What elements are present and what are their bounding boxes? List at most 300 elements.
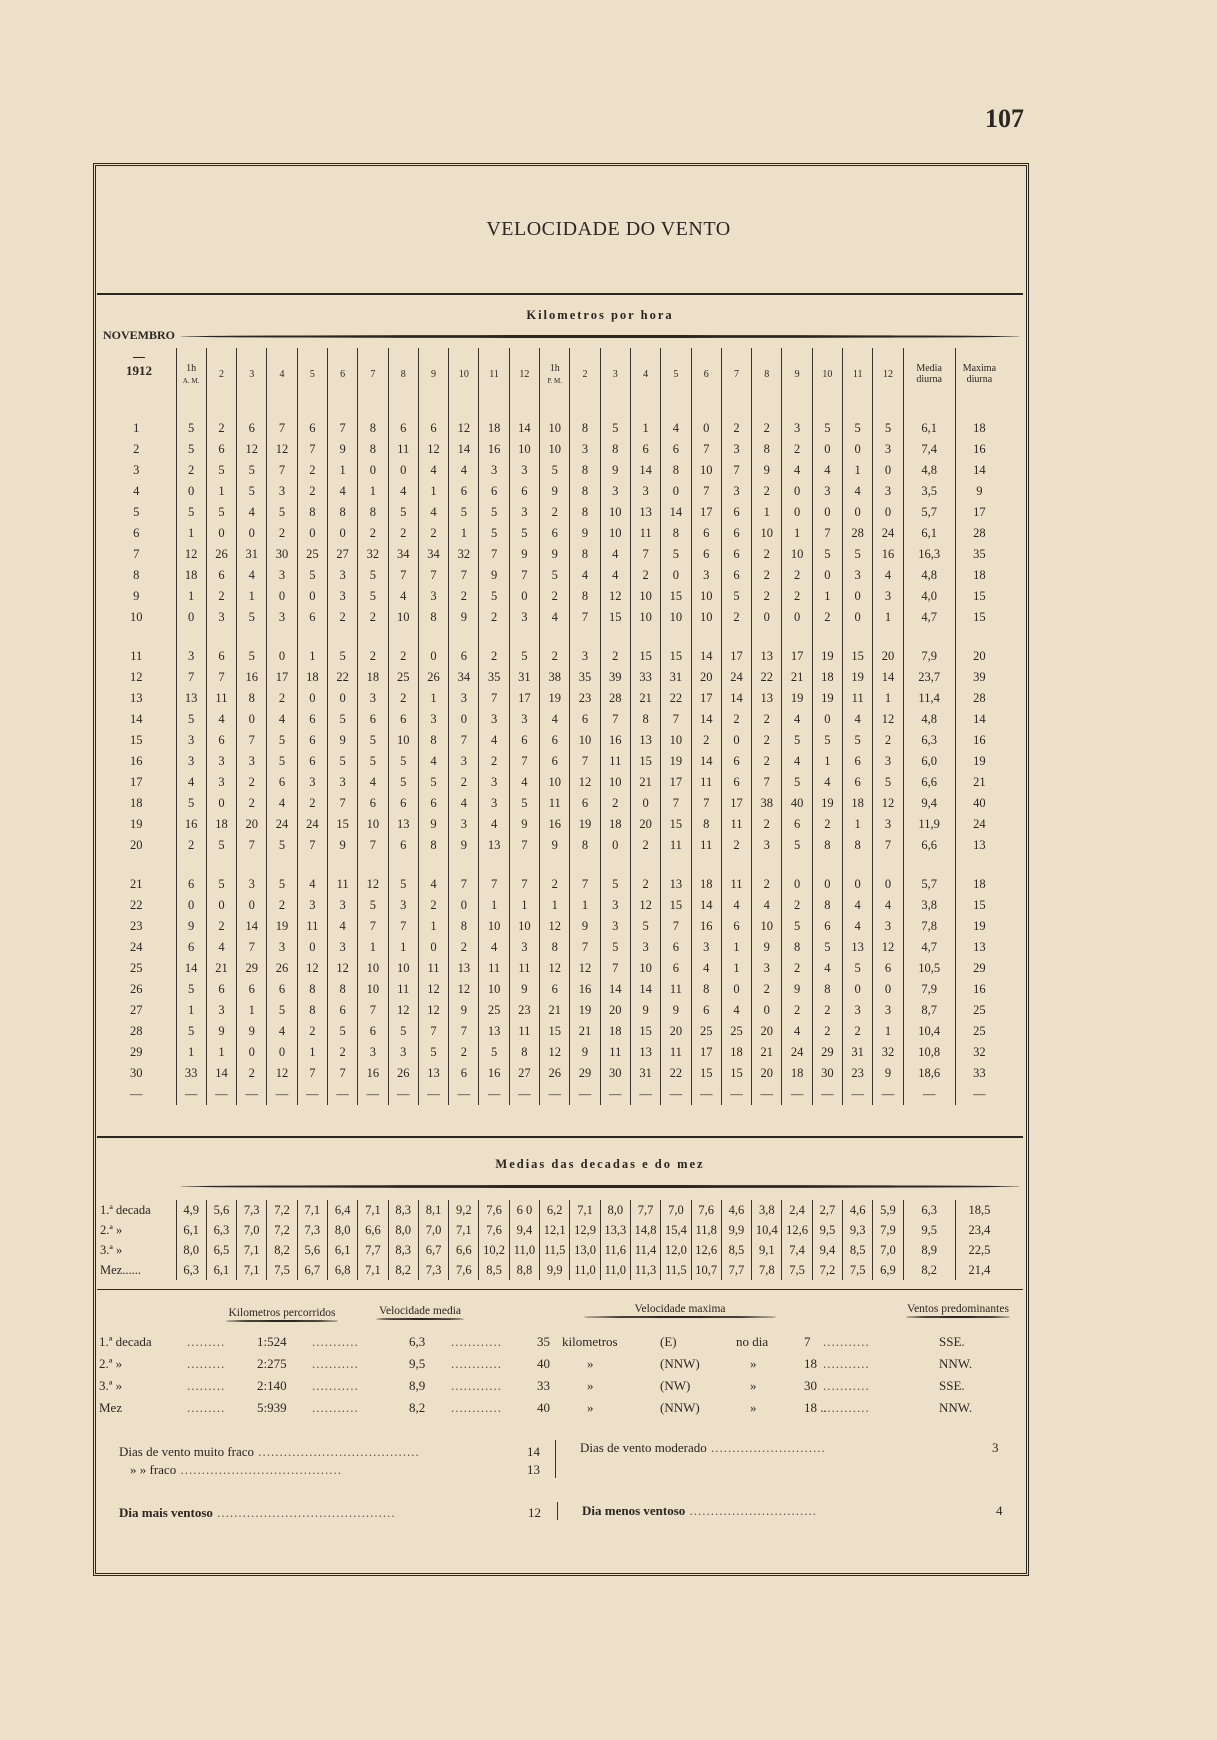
hour-value: 14 — [509, 418, 539, 439]
hour-value: 0 — [237, 523, 267, 544]
hour-value: 9 — [570, 1042, 600, 1063]
means-value: 11,4 — [630, 1240, 660, 1260]
hour-label: 9 — [794, 368, 800, 380]
summary-vel: 8,9 — [409, 1378, 426, 1393]
hour-value: 5 — [176, 1021, 206, 1042]
hour-value: 5 — [267, 1000, 297, 1021]
hour-value: 5 — [237, 646, 267, 667]
hour-value: 19 — [540, 688, 570, 709]
hour-value: 6 — [509, 730, 539, 751]
hour-value: 10 — [691, 460, 721, 481]
daily-mean: 11,4 — [903, 688, 955, 709]
means-value: 9,4 — [812, 1240, 842, 1260]
summary-dir: (NNW) — [660, 1400, 700, 1415]
hour-value: 12 — [418, 1000, 448, 1021]
hour-value: 6 — [812, 916, 842, 937]
table-row — [97, 646, 1003, 667]
hour-value: 5 — [297, 565, 327, 586]
day-number: 8 — [133, 568, 140, 582]
hour-value: 4 — [782, 751, 812, 772]
hour-value: 7 — [509, 835, 539, 856]
hour-value: 10 — [661, 730, 691, 751]
hour-value: 0 — [449, 895, 479, 916]
daily-max: 35 — [955, 544, 1003, 565]
hour-value: 9 — [206, 1021, 236, 1042]
hour-value: 25 — [388, 667, 418, 688]
hour-value: 7 — [570, 607, 600, 628]
hour-value: 14 — [237, 916, 267, 937]
hour-value: 5 — [267, 874, 297, 895]
hour-value: 3 — [509, 709, 539, 730]
hour-value: 30 — [600, 1063, 630, 1084]
hour-value: 5 — [327, 709, 357, 730]
summary-nodia: » — [750, 1356, 757, 1371]
summary-label: 1.ª decada — [99, 1334, 152, 1349]
dash: — — [782, 1084, 812, 1105]
day-number: 20 — [130, 838, 143, 852]
hour-value: 12 — [540, 958, 570, 979]
hour-value: 7 — [297, 439, 327, 460]
hour-value: 7 — [691, 481, 721, 502]
summary-max: 35 — [537, 1334, 550, 1349]
hour-value: 39 — [600, 667, 630, 688]
hour-value: 1 — [418, 916, 448, 937]
footer-menos-ventoso: Dia menos ventoso .............................. — [582, 1503, 818, 1518]
hour-value: 10 — [388, 730, 418, 751]
hour-value: 18 — [782, 1063, 812, 1084]
leader-dots: ............ — [451, 1356, 502, 1371]
hour-value: 1 — [843, 814, 873, 835]
hour-value: 7 — [600, 958, 630, 979]
hour-value: 6 — [540, 979, 570, 1000]
hour-value: 7 — [721, 460, 751, 481]
hour-value: 6 — [661, 958, 691, 979]
hour-value: 3 — [691, 565, 721, 586]
hour-value: 4 — [540, 709, 570, 730]
hour-value: 4 — [449, 460, 479, 481]
hour-value: 11 — [600, 1042, 630, 1063]
means-value: 8,8 — [509, 1260, 539, 1280]
summary-vel: 8,2 — [409, 1400, 426, 1415]
summary-row — [99, 1356, 1019, 1376]
hour-value: 19 — [267, 916, 297, 937]
hour-value: 2 — [388, 523, 418, 544]
hour-value: 12 — [630, 895, 660, 916]
dash: — — [267, 1084, 297, 1105]
day-number: 25 — [130, 961, 143, 975]
hour-value: 5 — [206, 502, 236, 523]
hour-value: 18 — [297, 667, 327, 688]
hour-value: 9 — [237, 1021, 267, 1042]
hour-value: 15 — [630, 751, 660, 772]
hour-value: 2 — [721, 835, 751, 856]
hour-value: 21 — [752, 1042, 782, 1063]
summary-km: 2:140 — [257, 1378, 287, 1393]
hour-value: 9 — [509, 814, 539, 835]
day-number: 9 — [133, 589, 140, 603]
dash: — — [130, 1087, 143, 1101]
hour-value: 3 — [600, 916, 630, 937]
day-number: 6 — [133, 526, 140, 540]
hour-label: 3 — [612, 368, 618, 380]
daily-mean: 10,4 — [903, 1021, 955, 1042]
hour-value: 3 — [873, 586, 903, 607]
hour-value: 16 — [873, 544, 903, 565]
hour-value: 31 — [661, 667, 691, 688]
means-media: 8,9 — [903, 1240, 955, 1260]
day-number: 7 — [133, 547, 140, 561]
means-value: 7,6 — [479, 1220, 509, 1240]
means-value: 7,7 — [721, 1260, 751, 1280]
hour-value: 0 — [297, 523, 327, 544]
hour-header — [600, 348, 630, 400]
hour-value: 10 — [358, 958, 388, 979]
hour-value: 4 — [752, 895, 782, 916]
hour-value: 16 — [358, 1063, 388, 1084]
footer-fraco: » » fraco ...................................... — [130, 1462, 342, 1477]
hour-value: 3 — [509, 460, 539, 481]
hour-value: 9 — [540, 481, 570, 502]
hour-value: 5 — [812, 937, 842, 958]
hour-value: 9 — [752, 460, 782, 481]
hour-value: 14 — [206, 1063, 236, 1084]
hour-value: 2 — [752, 544, 782, 565]
summary-row — [99, 1378, 1019, 1398]
hour-value: 7 — [297, 1063, 327, 1084]
hour-value: 1 — [176, 586, 206, 607]
hour-value: 1 — [721, 958, 751, 979]
hour-value: 2 — [327, 607, 357, 628]
hour-value: 3 — [873, 1000, 903, 1021]
hour-value: 1 — [782, 523, 812, 544]
leader-dots: ........... — [312, 1400, 359, 1415]
summary-head-vel: Velocidade media — [365, 1305, 475, 1317]
hour-value: 13 — [752, 646, 782, 667]
hour-value: 15 — [661, 895, 691, 916]
footer-fraco-value: 13 — [527, 1462, 540, 1477]
daily-max: 28 — [955, 523, 1003, 544]
table-row — [97, 730, 1003, 751]
means-value: 5,9 — [873, 1200, 903, 1220]
hour-value: 12 — [449, 979, 479, 1000]
means-value: 7,4 — [782, 1240, 812, 1260]
hour-value: 19 — [812, 793, 842, 814]
means-value: 6 0 — [509, 1200, 539, 1220]
means-value: 6,4 — [327, 1200, 357, 1220]
leader-dots: ......... — [187, 1356, 226, 1371]
hour-value: 24 — [782, 1042, 812, 1063]
hour-value: 12 — [267, 1063, 297, 1084]
hour-value: 14 — [873, 667, 903, 688]
hour-value: 3 — [782, 418, 812, 439]
hour-value: 30 — [267, 544, 297, 565]
hour-value: 3 — [479, 460, 509, 481]
hour-value: 15 — [843, 646, 873, 667]
means-value: 7,5 — [843, 1260, 873, 1280]
hour-value: 2 — [358, 607, 388, 628]
means-maxima: 22,5 — [955, 1240, 1003, 1260]
hour-header-row — [97, 348, 1003, 400]
hour-value: 11 — [418, 958, 448, 979]
day-number: 3 — [133, 463, 140, 477]
hour-value: 29 — [812, 1042, 842, 1063]
hour-value: 9 — [327, 730, 357, 751]
hour-value: 13 — [388, 814, 418, 835]
leader-dots: ........... — [823, 1356, 870, 1371]
hour-value: 4 — [873, 565, 903, 586]
hour-value: 7 — [327, 793, 357, 814]
hour-value: 1 — [206, 1042, 236, 1063]
summary-nodia: » — [750, 1400, 757, 1415]
hour-value: 2 — [873, 730, 903, 751]
table-row — [97, 895, 1003, 916]
hour-value: 4 — [570, 565, 600, 586]
hour-value: 0 — [630, 793, 660, 814]
hour-value: 19 — [782, 688, 812, 709]
hour-header — [388, 348, 418, 400]
means-value: 8,0 — [388, 1220, 418, 1240]
hour-value: 6 — [449, 646, 479, 667]
day-number: 19 — [130, 817, 143, 831]
hour-value: 13 — [176, 688, 206, 709]
summary-km: 5:939 — [257, 1400, 287, 1415]
hour-value: 5 — [327, 1021, 357, 1042]
hour-value: 6 — [721, 916, 751, 937]
hour-header — [206, 348, 236, 400]
daily-mean: 6,0 — [903, 751, 955, 772]
means-value: 8,2 — [267, 1240, 297, 1260]
hour-value: 9 — [479, 565, 509, 586]
hour-value: 11 — [691, 835, 721, 856]
hour-label: 4 — [643, 368, 649, 380]
hour-label: 10 — [822, 368, 833, 380]
hour-value: 5 — [267, 751, 297, 772]
hour-header — [752, 348, 782, 400]
means-value: 6,7 — [418, 1240, 448, 1260]
hour-value: 2 — [812, 1000, 842, 1021]
dash: — — [903, 1084, 955, 1105]
hour-value: 3 — [327, 586, 357, 607]
hour-label: 5 — [673, 368, 679, 380]
table-row — [97, 481, 1003, 502]
means-value: 7,9 — [873, 1220, 903, 1240]
hour-value: 19 — [661, 751, 691, 772]
day-number: 10 — [130, 610, 143, 624]
means-value: 6,7 — [297, 1260, 327, 1280]
means-label: 1.ª decada — [100, 1202, 151, 1217]
table-row — [97, 814, 1003, 835]
hour-value: 0 — [661, 565, 691, 586]
hour-value: 5 — [388, 772, 418, 793]
hour-label: 5 — [309, 368, 315, 380]
hour-value: 2 — [267, 895, 297, 916]
hour-value: 20 — [873, 646, 903, 667]
hour-value: 4 — [782, 709, 812, 730]
hour-value: 0 — [843, 874, 873, 895]
dash: — — [206, 1084, 236, 1105]
hour-value: 6 — [540, 523, 570, 544]
hour-value: 28 — [843, 523, 873, 544]
hour-value: 10 — [570, 730, 600, 751]
hour-value: 18 — [843, 793, 873, 814]
hour-value: 1 — [297, 646, 327, 667]
hour-value: 18 — [358, 667, 388, 688]
hour-value: 5 — [449, 502, 479, 523]
table-row — [97, 418, 1003, 439]
hour-value: 0 — [752, 1000, 782, 1021]
hour-value: 9 — [570, 523, 600, 544]
hour-value: 6 — [721, 565, 751, 586]
hour-value: 16 — [600, 730, 630, 751]
hour-value: 24 — [267, 814, 297, 835]
hour-value: 12 — [297, 958, 327, 979]
dash: — — [721, 1084, 751, 1105]
means-value: 6,9 — [873, 1260, 903, 1280]
hour-value: 12 — [176, 544, 206, 565]
means-value: 6,1 — [176, 1220, 206, 1240]
hour-value: 3 — [176, 751, 206, 772]
hour-value: 2 — [752, 586, 782, 607]
hour-value: 5 — [388, 1021, 418, 1042]
footer-menos-ventoso-value: 4 — [996, 1503, 1003, 1518]
dash: — — [630, 1084, 660, 1105]
hour-value: 0 — [418, 937, 448, 958]
hour-value: 13 — [843, 937, 873, 958]
hour-value: 6 — [267, 979, 297, 1000]
hour-value: 4 — [418, 460, 448, 481]
hour-value: 2 — [176, 835, 206, 856]
hour-value: 11 — [661, 835, 691, 856]
hour-value: 1 — [873, 607, 903, 628]
means-value: 14,8 — [630, 1220, 660, 1240]
hour-value: 21 — [540, 1000, 570, 1021]
means-value: 8,2 — [388, 1260, 418, 1280]
hour-value: 20 — [661, 1021, 691, 1042]
means-label: 3.ª » — [100, 1242, 123, 1257]
means-value: 11,0 — [509, 1240, 539, 1260]
hour-value: 0 — [812, 874, 842, 895]
hour-value: 5 — [176, 439, 206, 460]
hour-value: 2 — [479, 751, 509, 772]
hour-value: 1 — [297, 1042, 327, 1063]
hour-value: 1 — [843, 460, 873, 481]
hour-value: 34 — [388, 544, 418, 565]
hour-value: 2 — [782, 586, 812, 607]
hour-value: 5 — [358, 895, 388, 916]
hour-value: 5 — [358, 730, 388, 751]
table-row — [97, 874, 1003, 895]
hour-label: 7 — [370, 368, 376, 380]
hour-value: 8 — [237, 688, 267, 709]
hour-value: 7 — [418, 1021, 448, 1042]
hour-value: 6 — [237, 979, 267, 1000]
means-value: 8,0 — [176, 1240, 206, 1260]
hour-value: 7 — [691, 439, 721, 460]
hour-value: 6 — [297, 709, 327, 730]
daily-max: 33 — [955, 1063, 1003, 1084]
summary-dir: (E) — [660, 1334, 677, 1349]
hour-value: 4 — [691, 958, 721, 979]
hour-value: 5 — [479, 586, 509, 607]
hour-value: 5 — [782, 772, 812, 793]
means-value: 11,3 — [630, 1260, 660, 1280]
hour-value: 6 — [206, 565, 236, 586]
hour-value: 33 — [630, 667, 660, 688]
table-row — [97, 667, 1003, 688]
hour-value: 2 — [721, 607, 751, 628]
hour-value: 20 — [237, 814, 267, 835]
means-value: 12,6 — [782, 1220, 812, 1240]
hour-value: 4 — [176, 772, 206, 793]
daily-mean: 4,8 — [903, 460, 955, 481]
hour-value: 4 — [812, 958, 842, 979]
hour-value: 7 — [449, 1021, 479, 1042]
hour-value: 8 — [327, 502, 357, 523]
hour-value: 6 — [297, 730, 327, 751]
hour-value: 7 — [600, 709, 630, 730]
means-maxima: 18,5 — [955, 1200, 1003, 1220]
day-number: 28 — [130, 1024, 143, 1038]
hour-value: 3 — [479, 709, 509, 730]
table-row — [97, 586, 1003, 607]
hour-value: 3 — [206, 772, 236, 793]
hour-value: 11 — [206, 688, 236, 709]
hour-value: 6 — [388, 709, 418, 730]
table-row — [97, 544, 1003, 565]
means-label: 2.ª » — [100, 1222, 123, 1237]
hour-value: 2 — [752, 751, 782, 772]
hour-value: 3 — [267, 607, 297, 628]
hour-value: 5 — [721, 586, 751, 607]
hour-value: 38 — [752, 793, 782, 814]
hour-value: 7 — [327, 418, 357, 439]
hour-value: 7 — [237, 835, 267, 856]
page-number: 107 — [985, 104, 1024, 133]
summary-vel: 9,5 — [409, 1356, 426, 1371]
hour-value: 40 — [782, 793, 812, 814]
summary-rule — [97, 1289, 1023, 1290]
means-rule — [97, 1136, 1023, 1138]
hour-value: 11 — [691, 772, 721, 793]
hour-value: 1 — [237, 586, 267, 607]
hour-value: 5 — [358, 586, 388, 607]
hour-value: 2 — [630, 874, 660, 895]
footer-separator — [555, 1440, 556, 1478]
day-number: 2 — [133, 442, 140, 456]
hour-value: 3 — [297, 772, 327, 793]
daily-mean: 6,3 — [903, 730, 955, 751]
hour-value: 2 — [540, 646, 570, 667]
hour-value: 4 — [782, 460, 812, 481]
dash: — — [752, 1084, 782, 1105]
hour-value: 2 — [600, 793, 630, 814]
hour-value: 4 — [873, 895, 903, 916]
title-rule — [97, 293, 1023, 295]
means-row — [97, 1220, 1003, 1240]
hour-label: 2 — [218, 368, 224, 380]
hour-value: 24 — [721, 667, 751, 688]
table-row — [97, 460, 1003, 481]
hour-value: 2 — [449, 586, 479, 607]
hour-value: 10 — [509, 439, 539, 460]
hour-value: 4 — [418, 502, 448, 523]
hour-value: 3 — [418, 586, 448, 607]
daily-max: 13 — [955, 937, 1003, 958]
table-row — [97, 835, 1003, 856]
hour-value: 10 — [691, 607, 721, 628]
means-value: 12,1 — [540, 1220, 570, 1240]
hour-value: 3 — [479, 793, 509, 814]
